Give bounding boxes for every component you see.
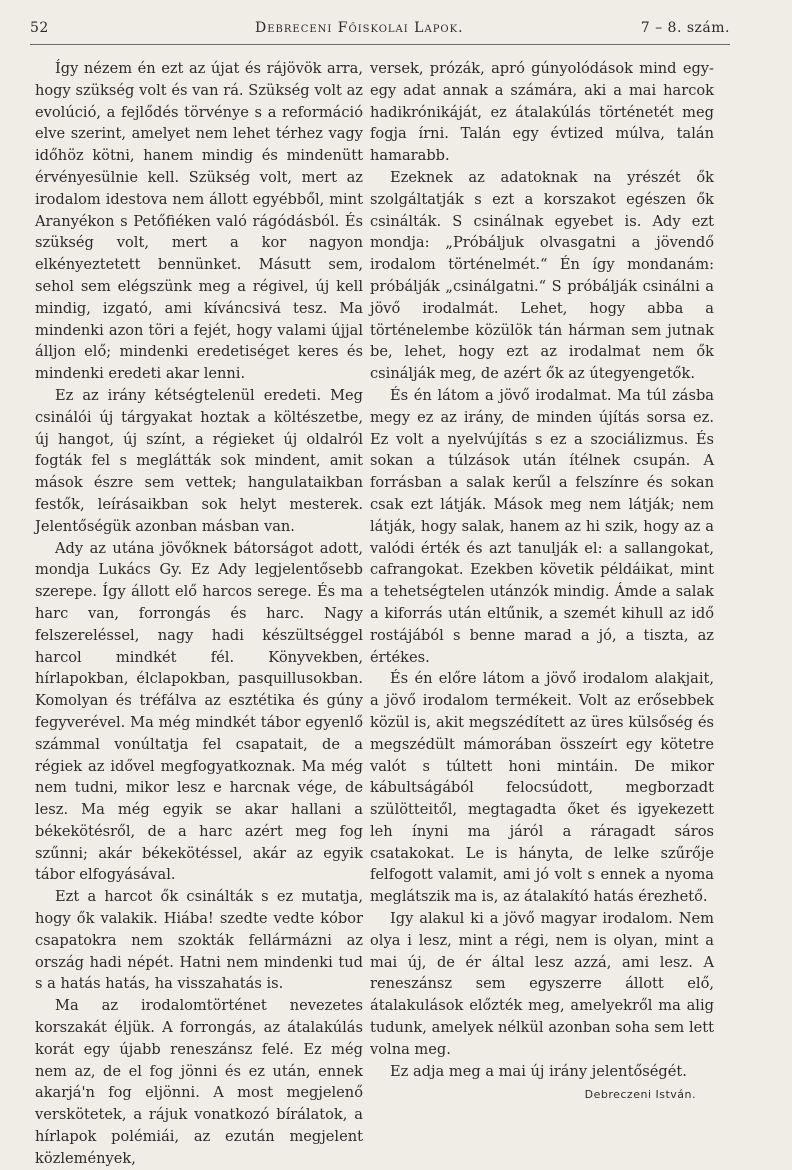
paragraph: Ma az irodalomtörténet nevezetes korszakát éljük. A forrongás, az átalakúlás korát egy újabb reneszánsz felé. Ez még nem az, de el fog jönni és ez után, ennek akarjá'n fog eljönni. A most megjelenő verskötetek, a rájuk vonatkozó bírálatok, a hírlapok polémiái, az ezután megjelent közlemények, (35, 997, 363, 1167)
right-column (370, 58, 714, 1106)
paragraph: Ezeknek az adatoknak na yrészét ők szolgáltatják s ezt a korszakot egészen ők csinálták. S csinálnak egyebet is. Ady ezt mondja: „Próbáljuk olvasgatni a jövendő irodalom történelmét.“ Én így mondanám: próbálják „csinálgatni.“ S próbálják csinálni a jövő irodalmát. Lehet, hogy abba a történelembe közülök tán hárman sem jutnak be, lehet, hogy ezt az irodalmat nem ők csinálják meg, de azért ők az útegyengetők. (370, 168, 714, 383)
paragraph: És én látom a jövő irodalmat. Ma túl zásba megy ez az irány, de minden újítás sorsa ez. Ez volt a nyelvújítás s ez a szociálizmus. És sokan a túlzások után ítélnek csupán. A forrásban a salak kerűl a felszínre és sokan csak ezt látják. Mások meg nem látják; nem látják, hogy salak, hanem az hi szik, hogy az a valódi érték és azt tanulják el: a sallangokat, cafrangokat. Ezekben követik példáikat, mint a tehetségtelen utánzók mindig. Ámde a salak a kiforrás után eltűnik, a szemét kihull az idő rostájából s benne marad a jó, a tiszta, az értékes. (370, 386, 714, 666)
paragraph: versek, prózák, apró gúnyolódások mind egy-egy adat annak a számára, aki a mai harcok hadikrónikáját, ez átalakúlás történetét meg fogja írni. Talán egy évtized múlva, talán hamarabb. (370, 60, 714, 165)
paragraph: Ezt a harcot ők csinálták s ez mutatja, hogy ők valakik. Hiába! szedte vedte kóbor csapatokra nem szokták fellármázni az ország hadi népét. Hatni nem mindenki tud s a hatás hatás, ha visszahatás is. (35, 888, 363, 993)
page-header (30, 18, 730, 40)
author-signature: Debreczeni István. (584, 1088, 696, 1102)
journal-title: Debreceni Főiskolai Lapok. (255, 20, 464, 36)
paragraph: Ez adja meg a mai új irány jelentőségét. (390, 1062, 687, 1080)
issue-number: 7 – 8. szám. (640, 20, 730, 36)
paragraph: És én előre látom a jövő irodalom alakjait, a jövő irodalom termékeit. Volt az erősebbek közül is, akit megszédített az üres külsőség és megszédült mámorában összeírt egy kötetre valót s túltett honi mintáin. De mikor kábultságából felocsúdott, megborzadt szülötteitől, megtagadta őket és igyekezett leh ínyni ma járól a ráragadt sáros csatakokat. Le is hányta, de lelke szűrője felfogott valamit, ami jó volt s ennek a nyoma meglátszik ma is, az átalakító hatás érezhető. (370, 670, 714, 906)
left-column (35, 58, 363, 1170)
paragraph: Így nézem én ezt az újat és rájövök arra, hogy szükség volt és van rá. Szükség volt az evolúció, a fejlődés törvénye s a reformáció elve szerint, amelyet nem lehet térhez vagy időhöz kötni, hanem mindig és mindenütt érvényesülnie kell. Szükség volt, mert az irodalom idestova nem állott egyébből, mint Aranyékon s Petőfiéken való rágódásból. És szükség volt, mert a kor nagyon elkényeztetett bennünket. Másutt sem, sehol sem elégszünk meg a régivel, új kell mindig, izgató, ami kíváncsivá tesz. Ma mindenki azon töri a fejét, hogy valami újjal álljon elő; mindenki eredetiséget keres és mindenki eredeti akar lenni. (35, 60, 363, 383)
paragraph: Igy alakul ki a jövő magyar irodalom. Nem olya i lesz, mint a régi, nem is olyan, mint a mai új, de ér által lesz azzá, ami lesz. A reneszánsz sem egyszerre állott elő, átalakulások előzték meg, amelyekről ma alig tudunk, amelyek nélkül azonban soha sem lett volna meg. (370, 910, 714, 1058)
page-number: 52 (30, 20, 49, 36)
paragraph: Ady az utána jövőknek bátorságot adott, mondja Lukács Gy. Ez Ady legjelentősebb szerepe. Így állott elő harcos serege. És ma harc van, forrongás és harc. Nagy felszereléssel, nagy hadi készültséggel harcol mindkét fél. Könyvekben, hírlapokban, élclapokban, pasquillusokban. Komolyan és tréfálva az esztétika és gúny fegyverével. Ma még mindkét tábor egyenlő számmal vonúltatja fel csapatait, de a régiek az idővel megfogyatkoznak. Ma még nem tudni, mikor lesz e harcnak vége, de lesz. Ma még egyik se akar hallani a békekötésről, de a harc azért meg fog szűnni; akár békekötéssel, akár az egyik tábor elfogyásával. (35, 539, 363, 884)
header-rule (30, 44, 730, 45)
paragraph: Ez az irány kétségtelenül eredeti. Meg csinálói új tárgyakat hoztak a költészetbe, új hangot, új színt, a régieket új oldalról fogták fel s meglátták sok mindent, amit mások észre sem vettek; hangulataikban festők, leírásaikban sok helyt mesterek. Jelentőségük azonban másban van. (35, 386, 363, 535)
